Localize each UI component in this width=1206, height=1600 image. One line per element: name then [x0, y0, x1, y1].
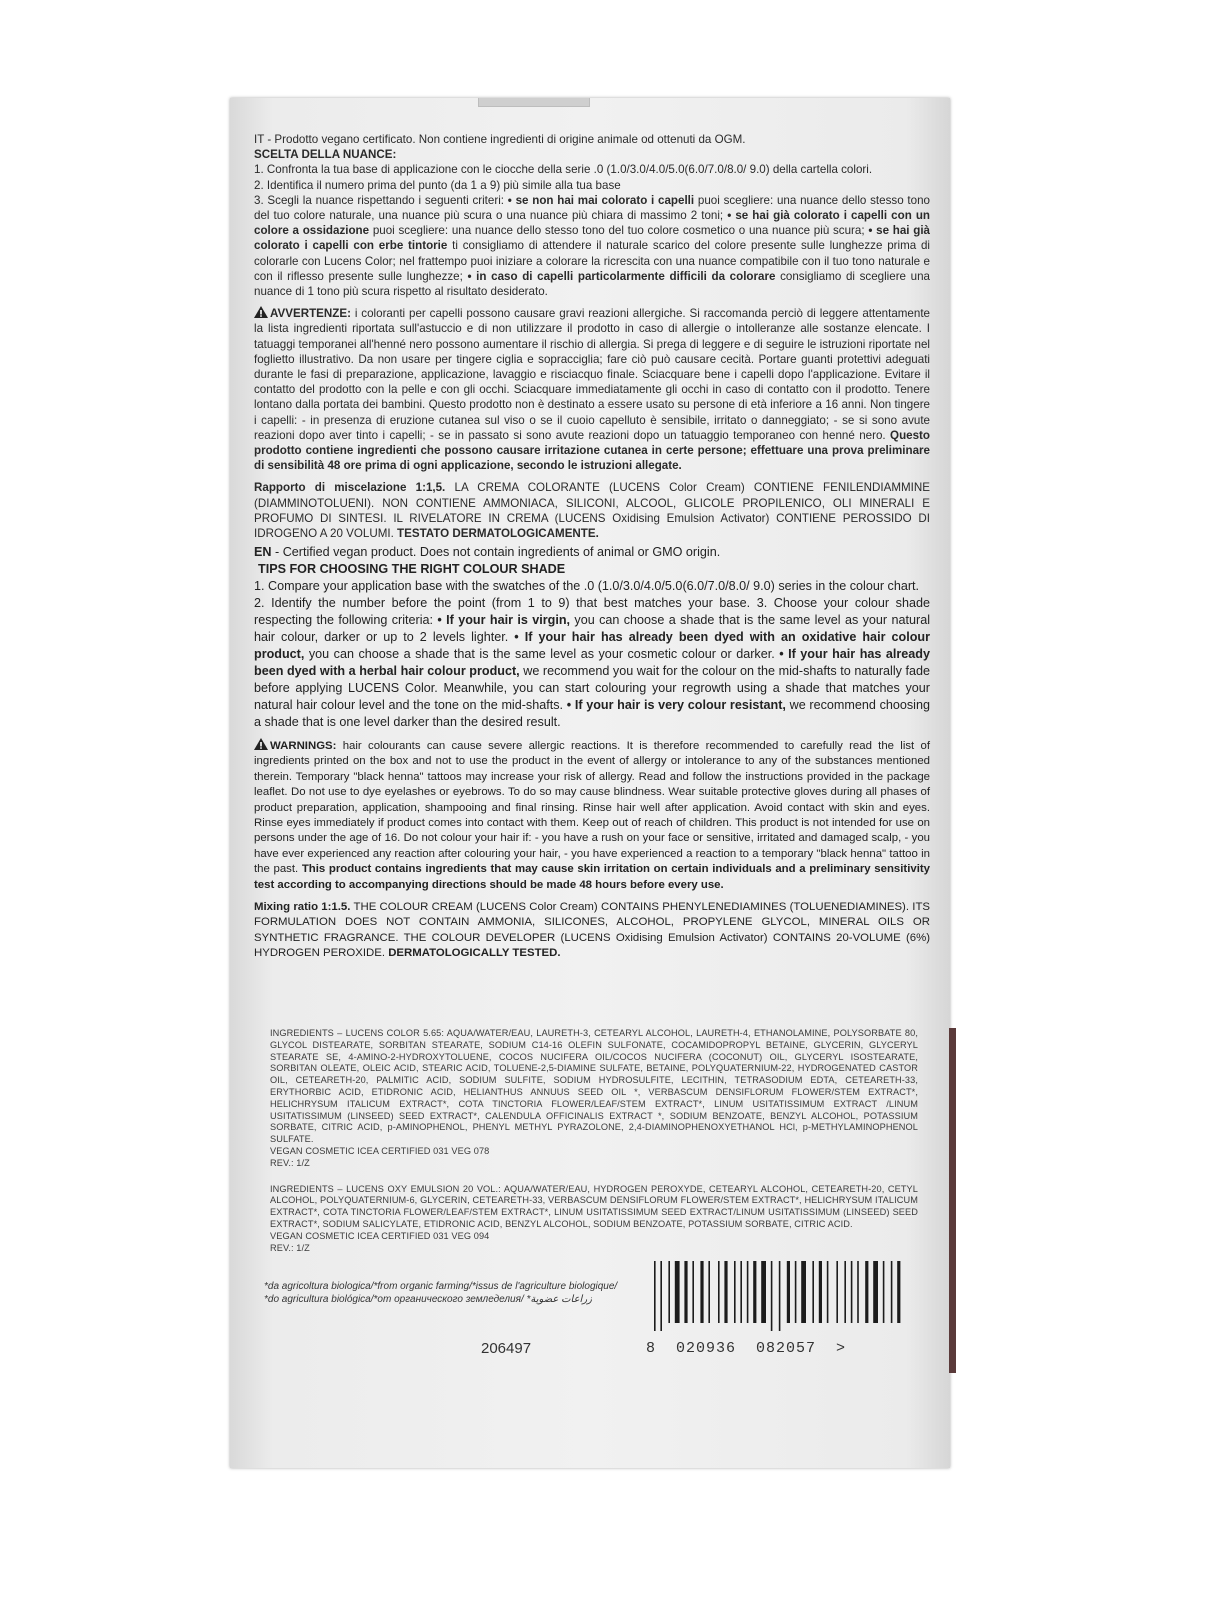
en-intro: EN - Certified vegan product. Does not contain ingredients of animal or GMO origin.	[254, 545, 721, 559]
barcode-bar	[700, 1261, 703, 1323]
ingredients-oxy-rev: REV.: 1/Z	[270, 1242, 310, 1253]
barcode-bar	[753, 1261, 756, 1323]
ingredients-section	[270, 1028, 918, 1254]
ingredients-color-rev: REV.: 1/Z	[270, 1157, 310, 1168]
barcode-bar	[787, 1261, 790, 1323]
it-shade-title: SCELTA DELLA NUANCE:	[254, 148, 397, 162]
barcode-image	[650, 1261, 906, 1331]
box-top-tab	[478, 98, 590, 107]
barcode-bar	[761, 1261, 766, 1323]
ingredients-color-cert: VEGAN COSMETIC ICEA CERTIFIED 031 VEG 078	[270, 1145, 490, 1156]
barcode-bar	[740, 1261, 742, 1323]
organic-note	[264, 1280, 664, 1306]
en-step2: 2. Identify the number before the point (from 1 to 9) that best matches your base. 3. Choose your colour shade respecting the following criteria: • If your hair is virgin, you can choose a shade that is the same level as your natural hair colour, darker or up to 2 levels lighter. • If your hair has already been dyed with an oxidative hair colour product, you can choose a shade that is the same level as your cosmetic colour or darker. • If your hair has already been dyed with a herbal hair colour product, we recommend you wait for the colour on the mid-shafts to naturally fade before applying LUCENS Color. Meanwhile, you can start colouring your regrowth using a shade that matches your natural hair colour level and the tone on the mid-shafts. • If your hair is very colour resistant, we recommend choosing a shade that is one level darker than the desired result.	[254, 596, 931, 729]
barcode-bar	[795, 1261, 797, 1323]
barcode-bar	[812, 1261, 814, 1323]
warning-icon	[254, 306, 268, 318]
barcode-bar	[801, 1261, 806, 1323]
barcode-bar	[668, 1261, 670, 1323]
en-tips-title: TIPS FOR CHOOSING THE RIGHT COLOUR SHADE	[258, 562, 566, 576]
barcode-bar	[734, 1261, 736, 1323]
it-step1: 1. Confronta la tua base di applicazione con le ciocche della serie .0 (1.0/3.0/4.0/5.0(6.0/7.0/8.0/ 9.0) della cartella colori.	[254, 163, 873, 177]
barcode-bar	[708, 1261, 710, 1323]
barcode-bar	[724, 1261, 727, 1323]
barcode-bar	[883, 1261, 885, 1323]
it-step2: 2. Identifica il numero prima del punto (da 1 a 9) più simile alla tua base	[254, 178, 621, 192]
barcode-bar	[660, 1261, 662, 1331]
ingredients-color: INGREDIENTS – LUCENS COLOR 5.65: AQUA/WATER/EAU, LAURETH-3, CETEARYL ALCOHOL, LAURETH-4, ETHANOLAMINE, POLYSORBATE 80, GLYCOL DISTEARATE, SORBITAN STEARATE, SODIUM C14-16 OLEFIN SULFONATE, COCAMIDOPROPYL BETAINE, GLYCERIN, GLYCERYL STEARATE SE, 4-AMINO-2-HYDROXYTOLUENE, COCOS NUCIFERA OIL/COCOS NUCIFERA (COCONUT) OIL, GLYCERYL ISOSTEARATE, SORBITAN OLEATE, OLEIC ACID, STEARIC ACID, TOLUENE-2,5-DIAMINE SULFATE, BETAINE, POLYQUATERNIUM-22, HYDROGENATED CASTOR OIL, CETEARETH-20, PALMITIC ACID, SODIUM SULFITE, SODIUM HYDROSULFITE, LECITHIN, TETRASODIUM EDTA, CETEARETH-33, ERYTHORBIC ACID, ETIDRONIC ACID, HELIANTHUS ANNUUS SEED OIL *, VERBASCUM DENSIFLORUM FLOWER/STEM EXTRACT*, HELICHRYSUM ITALICUM EXTRACT*, COTA TINCTORIA FLOWER/LEAF/STEM EXTRACT*, LINUM USITATISSIMUM EXTRACT /LINUM USITATISSIMUM (LINSEED) SEED EXTRACT*, CALENDULA OFFICINALIS EXTRACT *, SODIUM BENZOATE, BENZYL ALCOHOL, POTASSIUM SORBATE, CITRIC ACID, p-AMINOPHENOL, PHENYL METHYL PYRAZOLONE, 2,4-DIAMINOPHENOXYETHANOL HCl, p-METHYLAMINOPHENOL SULFATE.	[270, 1028, 918, 1145]
ingredients-oxy: INGREDIENTS – LUCENS OXY EMULSION 20 VOL.: AQUA/WATER/EAU, HYDROGEN PEROXYDE, CETEARYL ALCOHOL, CETEARETH-20, CETYL ALCOHOL, POLYQUATERNIUM-6, GLYCERIN, CETEARETH-33, VERBASCUM DENSIFLORUM FLOWER/STEM EXTRACT*, HELICHRYSUM ITALICUM EXTRACT*, COTA TINCTORIA FLOWER/LEAF/STEM EXTRACT*, LINUM USITATISSIMUM SEED EXTRACT/LINUM USITATISSIMUM (LINSEED) SEED EXTRACT*, SODIUM SALICYLATE, ETIDRONIC ACID, BENZYL ALCOHOL, SODIUM BENZOATE, POTASSIUM SORBATE, CITRIC ACID.	[270, 1183, 918, 1229]
barcode-bar	[865, 1261, 868, 1323]
it-step3: 3. Scegli la nuance rispettando i seguenti criteri: • se non hai mai colorato i capelli puoi scegliere: una nuance dello stesso tono del tuo colore naturale, una nuance più scura o una nuance più chiara di massimo 2 toni; • se hai già colorato i capelli con un colore a ossidazione puoi scegliere: una nuance dello stesso tono del tuo colore cosmetico o una nuance più scura; • se hai già colorato i capelli con erbe tintorie ti consigliamo di attendere il naturale scarico del colore presente sulle lunghezze prima di colorarle con Lucens Color; nel frattempo puoi iniziare a colorare la ricrescita con una nuance compatibile con il tuo tono naturale e con il riflesso presente sulle lunghezze; • in caso di capelli particolarmente difficili da colorare consigliamo di scegliere una nuance di 1 tono più scura rispetto al risultato desiderato.	[254, 193, 931, 299]
it-mix: Rapporto di miscelazione 1:1,5. LA CREMA COLORANTE (LUCENS Color Cream) CONTIENE FENILENDIAMMINE (DIAMMINOTOLUENI). NON CONTIENE AMMONIACA, SILICONI, ALCOOL, GLICOLE PROPILENICO, OLI MINERALI E PROFUMO DI SINTESI. IL RIVELATORE IN CREMA (LUCENS Oxidising Emulsion Activator) CONTIENE PEROSSIDO DI IDROGENO A 20 VOLUMI. TESTATO DERMATOLOGICAMENTE.	[254, 481, 930, 541]
product-box-back	[230, 98, 950, 1468]
barcode-bar	[779, 1261, 781, 1331]
english-section	[254, 544, 930, 969]
barcode-bar	[675, 1261, 680, 1323]
barcode-bar	[891, 1261, 893, 1323]
barcode-bar	[897, 1261, 900, 1323]
organic-line-2: *do agricultura biológica/*от органического земледелия/ *زراعات عضوية	[264, 1294, 592, 1305]
organic-line-1: *da agricoltura biologica/*from organic farming/*issus de l'agriculture biologique/	[264, 1281, 618, 1292]
en-warnings: WARNINGS: hair colourants can cause severe allergic reactions. It is therefore recommended to carefully read the list of ingredients printed on the box and not to use the product in the event of allergy or intolerance to any of the substances mentioned therein. Temporary "black henna" tattoos may increase your risk of allergy. Read and follow the instructions provided in the package leaflet. Do not use to dye eyelashes or eyebrows. To do so may cause blindness. Wear suitable protective gloves during all phases of product preparation, application, shampooing and final rinsing. Rinse hair well after application. Avoid contact with skin and eyes. Rinse eyes immediately if product comes into contact with them. Keep out of reach of children. This product is not intended for use on persons under the age of 16. Do not colour your hair if: - you have a rush on your face or sensitive, irritated and damaged scalp, - you have ever experienced any reaction after colouring your hair, - you have experienced a reaction to a temporary "black henna" tattoo in the past. This product contains ingredients that may cause skin irritation on certain individuals and a preliminary sensitivity test according to accompanying directions should be made 48 hours before every use.	[254, 740, 930, 891]
barcode-digits: 8 020936 082057 >	[646, 1340, 847, 1357]
en-mix: Mixing ratio 1:1.5. THE COLOUR CREAM (LUCENS Color Cream) CONTAINS PHENYLENEDIAMINES (TOLUENEDIAMINES). ITS FORMULATION DOES NOT CONTAIN AMMONIA, SILICONES, ALCOHOL, PROPYLENE GLYCOL, MINERAL OILS OR SYNTHETIC FRAGRANCE. THE COLOUR DEVELOPER (LUCENS Oxidising Emulsion Activator) CONTAINS 20-VOLUME (6%) HYDROGEN PEROXIDE. DERMATOLOGICALLY TESTED.	[254, 901, 930, 960]
barcode-bar	[857, 1261, 859, 1323]
it-warnings: AVVERTENZE: i coloranti per capelli possono causare gravi reazioni allergiche. Si raccomanda perciò di leggere attentamente la lista ingredienti riportata sull'astuccio e di non utilizzare il prodotto in caso di allergie o intolleranze alle sostanze elencate. I tatuaggi temporanei all'henné nero possono aumentare il rischio di allergia. Si prega di leggere e di seguire le istruzioni riportate nel foglietto illustrativo. Da non usare per tingere ciglia e sopracciglia; fare ciò può causare cecità. Portare guanti protettivi adeguati durante le fasi di preparazione, applicazione, lavaggio e risciacquo finale. Sciacquare bene i capelli dopo l'applicazione. Evitare il contatto del prodotto con la pelle e con gli occhi. Sciacquare immediatamente gli occhi in caso di contatto con il prodotto. Tenere lontano dalla portata dei bambini. Questo prodotto non è destinato a essere usato su persone di età inferiore a 16 anni. Non tingere i capelli: - in presenza di eruzione cutanea sul viso o se il cuoio capelluto è sensibile, irritato o danneggiato; - se si sono avute reazioni dopo aver tinto i capelli; - se in passato si sono avute reazioni dopo un tatuaggio temporaneo con henné nero. Questo prodotto contiene ingredienti che possono causare irritazione cutanea in certe persone; effettuare una prova preliminare di sensibilità 48 ore prima di ogni applicazione, secondo le istruzioni allegate.	[254, 307, 930, 473]
barcode-bar	[747, 1261, 749, 1323]
it-intro: IT - Prodotto vegano certificato. Non contiene ingredienti di origine animale od ottenuti da OGM.	[254, 133, 746, 146]
barcode-bar	[844, 1261, 846, 1323]
italian-section	[254, 132, 930, 548]
barcode-bar	[836, 1261, 838, 1323]
barcode-bar	[873, 1261, 878, 1323]
barcode-bar	[654, 1261, 656, 1331]
ingredients-oxy-cert: VEGAN COSMETIC ICEA CERTIFIED 031 VEG 094	[270, 1230, 490, 1241]
barcode-bar	[819, 1261, 822, 1323]
barcode-bar	[692, 1261, 694, 1323]
barcode-bar	[718, 1261, 720, 1323]
barcode-bar	[827, 1261, 829, 1323]
warning-icon	[254, 738, 268, 750]
barcode-bar	[684, 1261, 687, 1323]
barcode-bar	[771, 1261, 773, 1331]
barcode-bar	[851, 1261, 853, 1323]
box-edge-stripe	[949, 1028, 956, 1373]
en-step1: 1. Compare your application base with the swatches of the .0 (1.0/3.0/4.0/5.0(6.0/7.0/8.0/ 9.0) series in the colour chart.	[254, 579, 920, 593]
lot-code: 206497	[481, 1340, 532, 1357]
